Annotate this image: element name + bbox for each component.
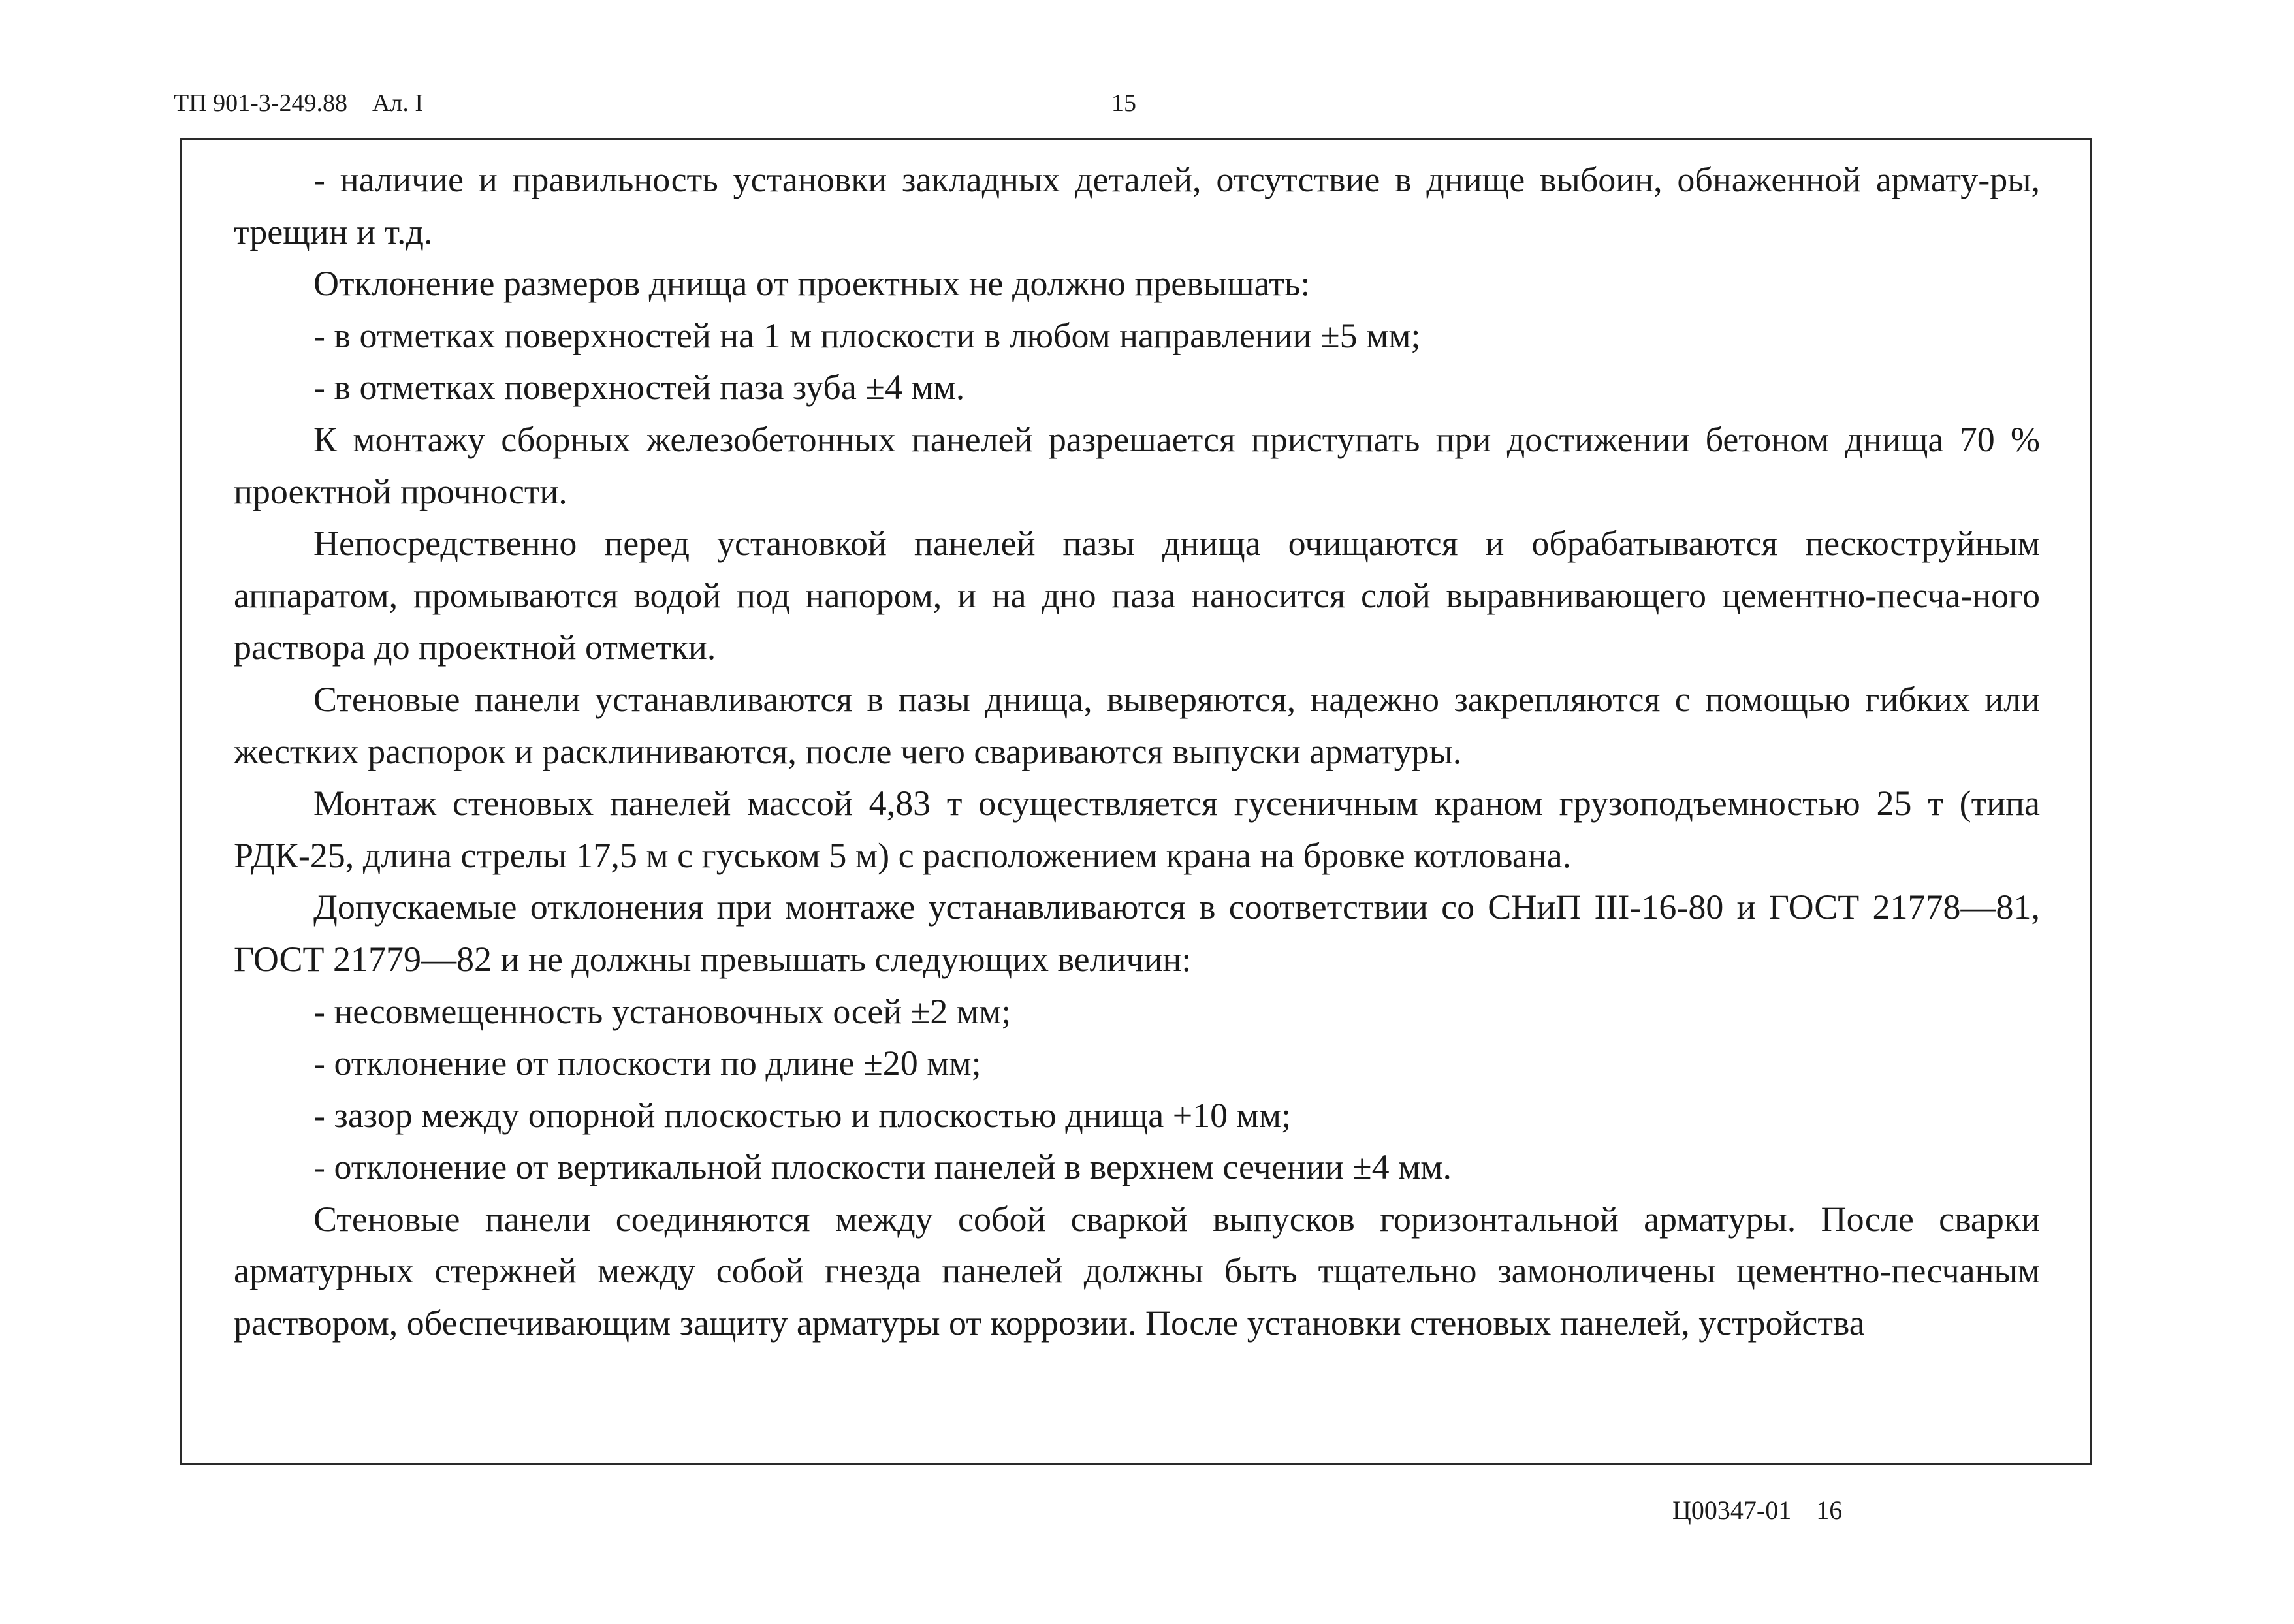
paragraph: Отклонение размеров днища от проектных не должно превышать: (313, 264, 1311, 304)
paragraph: - в отметках поверхностей паза зуба ±4 мм. (313, 368, 965, 407)
footer (1672, 1494, 1842, 1527)
header-left (174, 88, 423, 119)
paragraph: - отклонение от плоскости по длине ±20 мм; (313, 1043, 981, 1083)
paragraph: Стеновые панели соединяются между собой сваркой выпусков горизонтальной арматуры. После сварки арматурных стержней между собой гнезда панелей должны быть тщательно замоноличены цементно-песчаным раствором, обеспечивающим защиту арматуры от коррозии. После установки стеновых панелей, устройства (234, 1199, 2040, 1343)
footer-code: Ц00347-01 (1672, 1495, 1792, 1525)
paragraph: - наличие и правильность установки закладных деталей, отсутствие в днище выбоин, обнаженной армату-ры, трещин и т.д. (234, 160, 2040, 251)
paragraph: - несовмещенность установочных осей ±2 мм; (313, 991, 1012, 1031)
document-body (234, 154, 2040, 1350)
paragraph: - зазор между опорной плоскостью и плоскостью днища +10 мм; (313, 1095, 1291, 1135)
paragraph: К монтажу сборных железобетонных панелей разрешается приступать при достижении бетоном днища 70 % проектной прочности. (234, 419, 2040, 511)
paragraph: Монтаж стеновых панелей массой 4,83 т осуществляется гусеничным краном грузоподъемностью 25 т (типа РДК-25, длина стрелы 17,5 м с гуськом 5 м) с расположением крана на бровке котлована. (234, 784, 2040, 875)
paragraph: Стеновые панели устанавливаются в пазы днища, выверяются, надежно закрепляются с помощью гибких или жестких распорок и расклиниваются, после чего свариваются выпуски арматуры. (234, 679, 2040, 771)
document-code: ТП 901-3-249.88 (174, 89, 347, 117)
paragraph: - отклонение от вертикальной плоскости панелей в верхнем сечении ±4 мм. (313, 1147, 1452, 1187)
page-number: 15 (1111, 89, 1136, 117)
footer-number: 16 (1816, 1495, 1843, 1525)
paragraph: - в отметках поверхностей на 1 м плоскости в любом направлении ±5 мм; (313, 315, 1421, 355)
paragraph: Допускаемые отклонения при монтаже устанавливаются в соответствии со СНиП III-16-80 и ГОСТ 21778—81, ГОСТ 21779—82 и не должны превышать следующих величин: (234, 887, 2040, 979)
paragraph: Непосредственно перед установкой панелей пазы днища очищаются и обрабатываются пескоструйным аппаратом, промываются водой под напором, и на дно паза наносится слой выравнивающего цементно-песча-ного раствора до проектной отметки. (234, 524, 2040, 667)
sheet-label: Ал. I (372, 89, 424, 117)
